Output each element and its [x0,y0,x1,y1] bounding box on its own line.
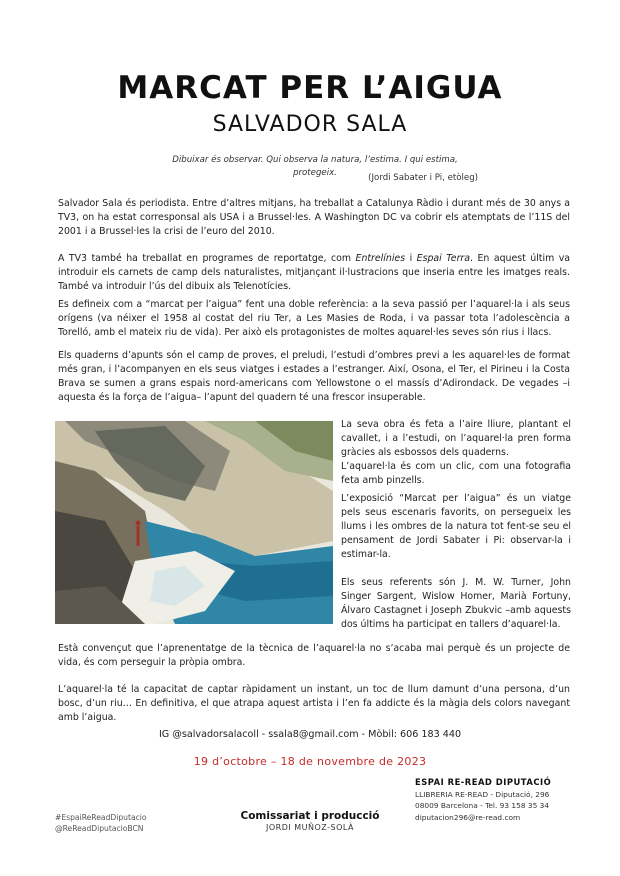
social-handles [55,812,147,834]
bio-paragraph: Salvador Sala és periodista. Entre d’altres mitjans, ha treballat a Catalunya Ràdio i durant més de 30 anys a TV3, on ha estat corresponsal als USA i a Brussel·les. A Washington DC va cobrir els atemptats de l’11S del 2001 i a Brussel·les la crisi de l’euro del 2010. [58,198,570,237]
tv-paragraph [58,252,570,294]
tv-text-a: A TV3 també ha treballat en programes de reportatge, com [58,253,356,264]
program-name-espai-terra: Espai Terra [416,253,471,264]
venue-address: LLIBRERIA RE-READ - Diputació, 296 [415,789,550,799]
contact-line: IG @salvadorsalacoll - ssala8@gmail.com - Mòbil: 606 183 440 [158,729,462,740]
epigraph-attribution: (Jordi Sabater i Pi, etòleg) [368,173,478,183]
watercolor-painting [55,421,333,624]
venue-city-phone: 08009 Barcelona - Tel. 93 158 35 34 [415,801,550,810]
curation-credit [200,810,420,832]
capacity-paragraph: L’aquarel·la té la capacitat de captar ràpidament un instant, un toc de llum damunt d’una persona, d’un bosc, d’un riu… En definitiva, el que atrapa aquest artista i l’en fa addicte és la màgia dels colors navegant amb l’aigua. [58,684,570,723]
exhibition-paragraph: L’exposició “Marcat per l’aigua” és un viatge pels seus escenaris favorits, on persegueix les llums i les ombres de la natura tot fent-se seu el pensament de Jordi Sabater i Pi: observar-la i estimar-la. [341,493,571,560]
epigraph-quote: Dibuixar és observar. Qui observa la natura, l’estima. I qui estima, protegeix. [172,155,458,178]
venue-email-link[interactable]: diputacion296@re-read.com [415,812,521,822]
learning-paragraph: Està convençut que l’aprenentatge de la tècnica de l’aquarel·la no s’acaba mai perquè és un projecte de vida, és com perseguir la pròpia ombra. [58,643,570,668]
venue-name: ESPAI RE-READ DIPUTACIÓ [415,777,552,787]
exhibition-dates: 19 d’octobre – 18 de novembre de 2023 [193,755,427,768]
tv-text-c: . En aquest últim va introduir els carnets de camp dels naturalistes, mitjançant il·lustracions que inseria entre les imatges reals. També va introduir l’ús del dibuix als Telenotícies. [58,253,570,292]
references-paragraph: Els seus referents són J. M. W. Turner, John Singer Sargent, Wislow Homer, Marià Fortuny, Álvaro Castagnet i Joseph Zbukvic –amb aquests dos últims ha participat en tallers d’aquarel·la. [341,577,571,630]
tv-text-b: i [405,253,417,264]
notebooks-paragraph: Els quaderns d’apunts són el camp de proves, el preludi, l’estudi d’ombres previ a les aquarel·les de format més gran, i l’acompanyen en els seus viatges i estades a l’estranger. Així, Osona, el Ter, el Pirineu i la Costa Brava se sumen a grans espais nord-americans com Yellowstone o el massís d’Adirondack. De vegades –i aquesta és la força de l’aigua– l’apunt del quadern té una frescor insuperable. [58,350,570,403]
watercolor-clic-paragraph: L’aquarel·la és com un clic, com una fotografia feta amb pinzells. [341,461,571,486]
origins-paragraph: Es defineix com a “marcat per l’aigua” fent una doble referència: a la seva passió per l’aquarel·la i als seus orígens (va néixer el 1958 al costat del riu Ter, a Les Masies de Roda, i va passar tota l’adolescència a Torelló, amb el mateix riu de vida). Per això els protagonistes de moltes aquarel·les seves són rius i llacs. [58,299,570,338]
page-title: MARCAT PER L’AIGUA [117,70,503,106]
watercolor-painting-illustration [55,421,333,624]
venue-info [415,777,551,823]
artist-name: SALVADOR SALA [212,112,408,137]
credit-heading: Comissariat i producció [240,810,380,822]
curator-name: JORDI MUÑOZ-SOLÀ [265,823,355,832]
twitter-handle-link[interactable]: @ReReadDiputacioBCN [55,824,144,833]
program-name-entrelinies: Entrelínies [355,253,406,264]
hashtag-link[interactable]: #EspaiReReadDiputacio [55,813,147,822]
outdoor-paragraph: La seva obra és feta a l’aire lliure, plantant el cavallet, i a l’estudi, on l’aquarel·la pren forma gràcies als esbossos dels quaderns. [341,419,571,458]
